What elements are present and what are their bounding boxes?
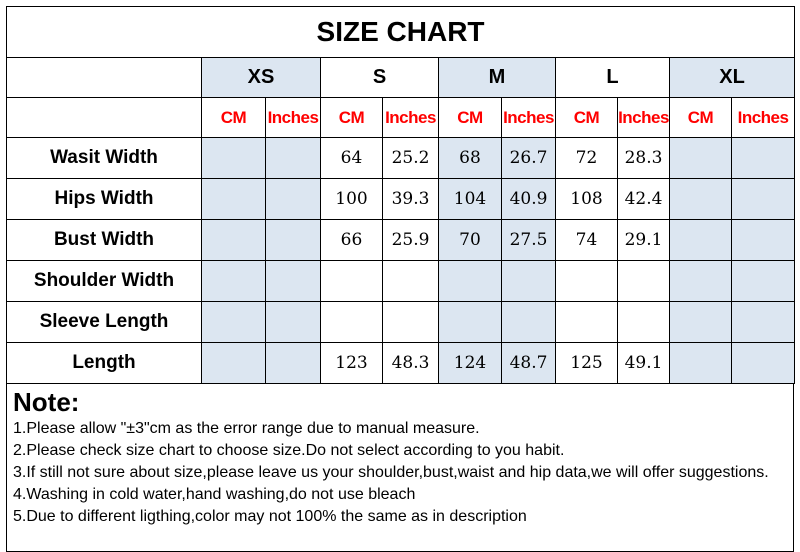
table-cell	[439, 261, 502, 302]
table-cell: 72	[556, 138, 618, 179]
table-cell: 25.2	[383, 138, 439, 179]
row-label: Bust Width	[7, 220, 202, 261]
row-label: Shoulder Width	[7, 261, 202, 302]
note-line: 2.Please check size chart to choose size.Do not select according to you habit.	[13, 442, 565, 459]
table-row	[7, 179, 795, 220]
size-header-m: M	[439, 58, 556, 98]
table-cell: 48.3	[383, 343, 439, 384]
table-cell	[732, 261, 795, 302]
table-cell: 39.3	[383, 179, 439, 220]
table-cell: 70	[439, 220, 502, 261]
table-cell	[266, 261, 321, 302]
table-cell	[321, 261, 383, 302]
unit-inches-xl: Inches	[732, 98, 795, 138]
table-cell: 29.1	[618, 220, 670, 261]
table-cell	[732, 343, 795, 384]
row-label: Sleeve Length	[7, 302, 202, 343]
table-cell	[670, 220, 732, 261]
table-cell	[202, 220, 266, 261]
size-header-l: L	[556, 58, 670, 98]
row-label: Hips Width	[7, 179, 202, 220]
table-cell	[266, 179, 321, 220]
table-cell	[202, 302, 266, 343]
table-cell	[202, 138, 266, 179]
table-cell	[383, 302, 439, 343]
table-cell: 66	[321, 220, 383, 261]
table-cell	[266, 220, 321, 261]
table-cell	[502, 261, 556, 302]
table-cell	[383, 261, 439, 302]
table-cell: 27.5	[502, 220, 556, 261]
table-cell	[670, 302, 732, 343]
table-cell: 28.3	[618, 138, 670, 179]
notes-title: Note:	[13, 387, 80, 417]
table-cell	[202, 343, 266, 384]
size-header-row	[7, 58, 795, 98]
unit-cm-xs: CM	[202, 98, 266, 138]
table-cell	[556, 261, 618, 302]
note-line: 3.If still not sure about size,please leave us your shoulder,bust,waist and hip data,we will offer suggestions.	[13, 464, 769, 481]
table-cell	[266, 138, 321, 179]
table-row	[7, 302, 795, 343]
notes-section	[6, 384, 794, 552]
chart-title: SIZE CHART	[7, 7, 795, 58]
table-cell: 123	[321, 343, 383, 384]
empty-corner-cell	[7, 58, 202, 98]
table-cell	[266, 302, 321, 343]
table-cell: 40.9	[502, 179, 556, 220]
table-row	[7, 220, 795, 261]
table-cell	[202, 179, 266, 220]
table-cell	[670, 343, 732, 384]
size-header-s: S	[321, 58, 439, 98]
empty-unit-corner-cell	[7, 98, 202, 138]
table-cell: 74	[556, 220, 618, 261]
table-cell: 124	[439, 343, 502, 384]
table-cell	[618, 261, 670, 302]
table-cell: 26.7	[502, 138, 556, 179]
note-line: 5.Due to different ligthing,color may not 100% the same as in description	[13, 508, 527, 525]
unit-cm-xl: CM	[670, 98, 732, 138]
table-cell	[732, 138, 795, 179]
table-cell: 25.9	[383, 220, 439, 261]
table-cell	[670, 138, 732, 179]
unit-cm-m: CM	[439, 98, 502, 138]
table-row	[7, 343, 795, 384]
table-cell: 108	[556, 179, 618, 220]
table-cell	[266, 343, 321, 384]
note-line: 4.Washing in cold water,hand washing,do not use bleach	[13, 486, 416, 503]
table-cell: 48.7	[502, 343, 556, 384]
table-cell	[321, 302, 383, 343]
unit-header-row	[7, 98, 795, 138]
table-cell: 100	[321, 179, 383, 220]
table-cell	[732, 220, 795, 261]
table-cell	[732, 302, 795, 343]
table-cell: 125	[556, 343, 618, 384]
table-cell	[732, 179, 795, 220]
unit-cm-s: CM	[321, 98, 383, 138]
unit-inches-l: Inches	[618, 98, 670, 138]
size-header-xs: XS	[202, 58, 321, 98]
unit-inches-xs: Inches	[266, 98, 321, 138]
table-cell	[202, 261, 266, 302]
unit-inches-m: Inches	[502, 98, 556, 138]
unit-cm-l: CM	[556, 98, 618, 138]
table-cell: 49.1	[618, 343, 670, 384]
table-row	[7, 138, 795, 179]
table-cell	[439, 302, 502, 343]
table-cell	[502, 302, 556, 343]
table-row	[7, 261, 795, 302]
unit-inches-s: Inches	[383, 98, 439, 138]
size-header-xl: XL	[670, 58, 795, 98]
size-chart-table	[6, 6, 795, 384]
note-line: 1.Please allow "±3"cm as the error range due to manual measure.	[13, 420, 480, 437]
table-cell: 42.4	[618, 179, 670, 220]
row-label: Length	[7, 343, 202, 384]
table-cell	[670, 261, 732, 302]
table-cell	[556, 302, 618, 343]
table-cell	[618, 302, 670, 343]
table-cell	[670, 179, 732, 220]
table-cell: 64	[321, 138, 383, 179]
size-chart	[6, 6, 794, 544]
table-cell: 68	[439, 138, 502, 179]
row-label: Wasit Width	[7, 138, 202, 179]
table-cell: 104	[439, 179, 502, 220]
